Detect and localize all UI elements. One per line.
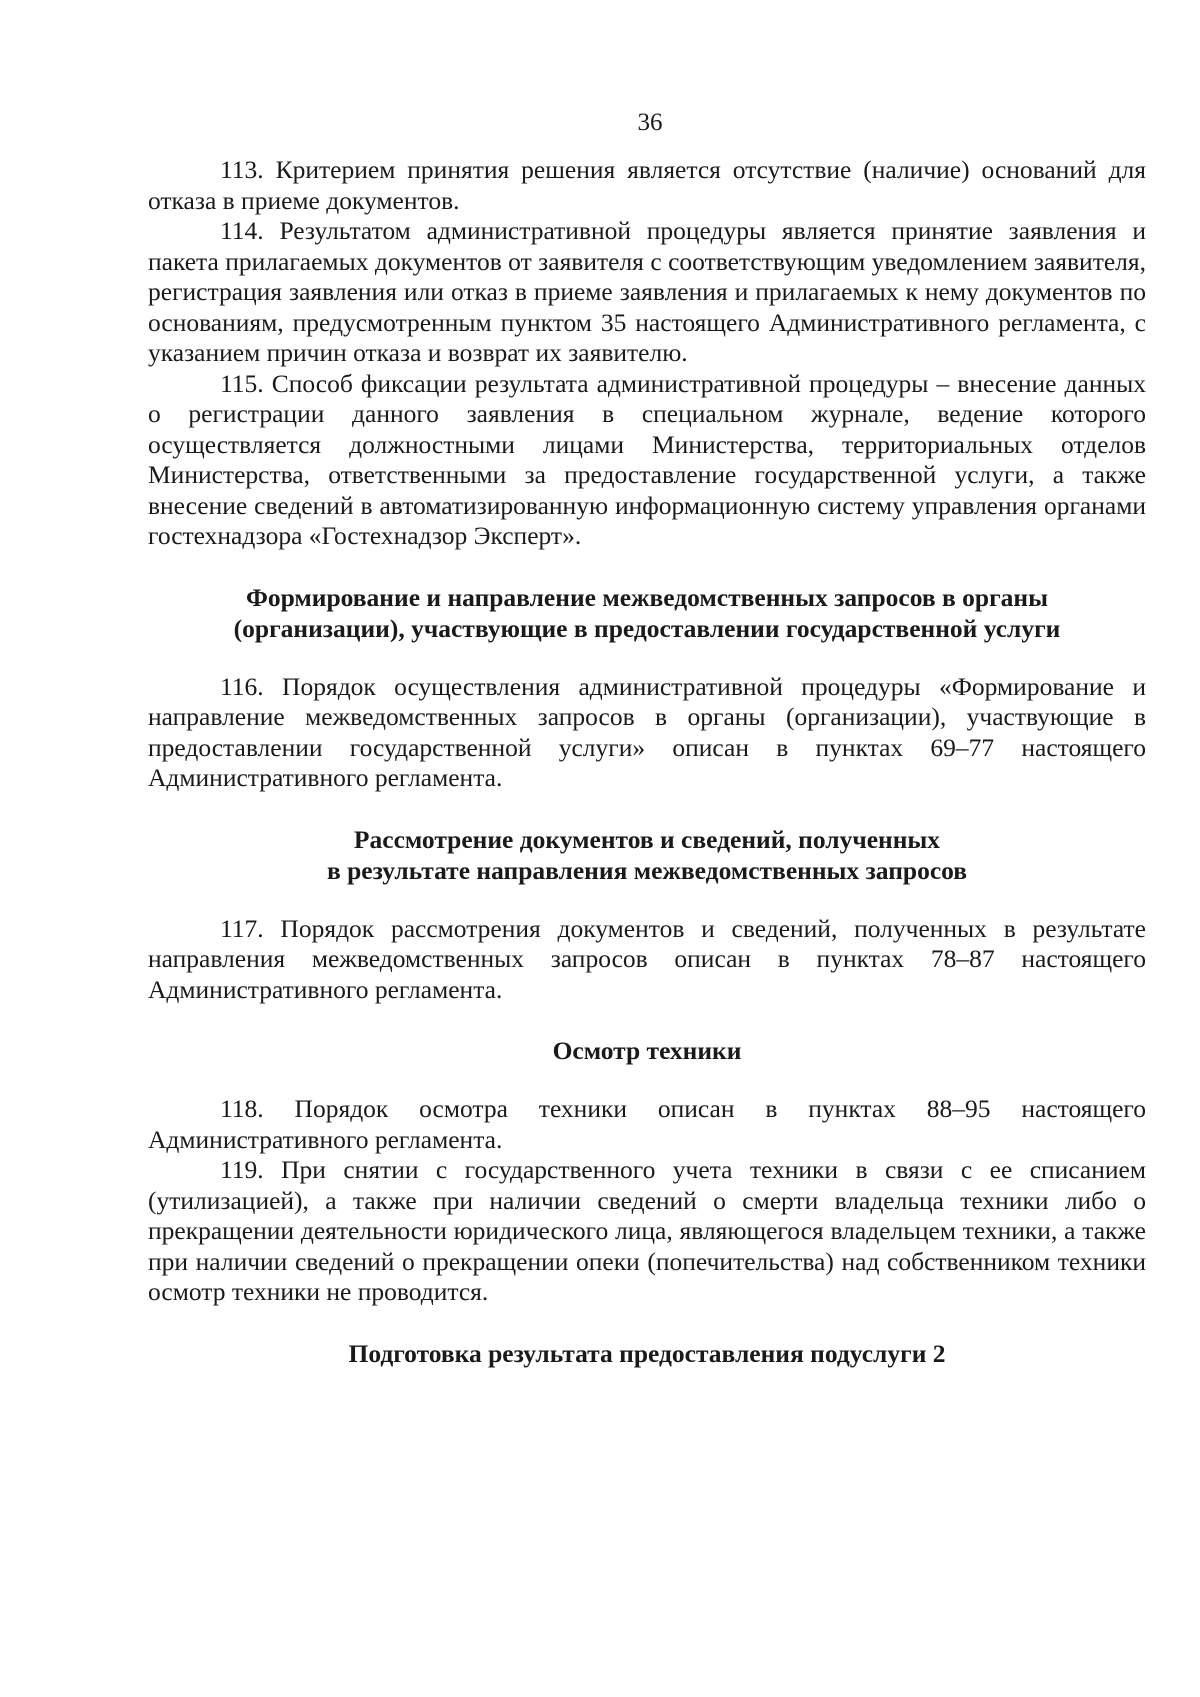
paragraph-119: 119. При снятии с государственного учета техники в связи с ее списанием (утилизацией), а также при наличии сведений о смерти владельца техники либо о прекращении деятельности юридического лица, являющегося владельцем техники, а также при наличии сведений о прекращении опеки (попечительства) над собственником техники осмотр техники не проводится.	[148, 1155, 1146, 1306]
heading-line: Осмотр техники	[552, 1036, 742, 1065]
section-heading-result-preparation	[148, 1338, 1146, 1369]
section-heading-inspection	[148, 1035, 1146, 1066]
heading-line: Рассмотрение документов и сведений, полученных	[353, 824, 941, 854]
heading-line: Подготовка результата предоставления подуслуги 2	[348, 1338, 946, 1368]
paragraph-113: 113. Критерием принятия решения является отсутствие (наличие) оснований для отказа в приеме документов.	[148, 155, 1146, 215]
document-body	[148, 155, 1146, 1369]
paragraph-117: 117. Порядок рассмотрения документов и сведений, полученных в результате направления межведомственных запросов описан в пунктах 78–87 настоящего Административного регламента.	[148, 913, 1146, 1004]
page-number: 36	[637, 109, 663, 136]
section-heading-document-review	[148, 824, 1146, 886]
heading-line: (организации), участвующие в предоставлении государственной услуги	[233, 613, 1061, 643]
heading-line: Формирование и направление межведомственных запросов в органы	[245, 582, 1049, 612]
paragraph-116: 116. Порядок осуществления административной процедуры «Формирование и направление межведомственных запросов в органы (организации), участвующие в предоставлении государственной услуги» описан в пунктах 69–77 настоящего Административного регламента.	[148, 671, 1146, 792]
paragraph-115: 115. Способ фиксации результата административной процедуры – внесение данных о регистрации данного заявления в специальном журнале, ведение которого осуществляется должностными лицами Министерства, территориальных отделов Министерства, ответственными за предоставление государственной услуги, а также внесение сведений в автоматизированную информационную систему управления органами гостехнадзора «Гостехнадзор Эксперт».	[148, 368, 1146, 550]
section-heading-interagency-requests	[148, 582, 1146, 644]
heading-line: в результате направления межведомственных запросов	[326, 855, 968, 885]
paragraph-118: 118. Порядок осмотра техники описан в пунктах 88–95 настоящего Административного регламента.	[148, 1094, 1146, 1154]
paragraph-114: 114. Результатом административной процедуры является принятие заявления и пакета прилагаемых документов от заявителя с соответствующим уведомлением заявителя, регистрация заявления или отказ в приеме заявления и прилагаемых к нему документов по основаниям, предусмотренным пунктом 35 настоящего Административного регламента, с указанием причин отказа и возврат их заявителю.	[148, 216, 1146, 367]
